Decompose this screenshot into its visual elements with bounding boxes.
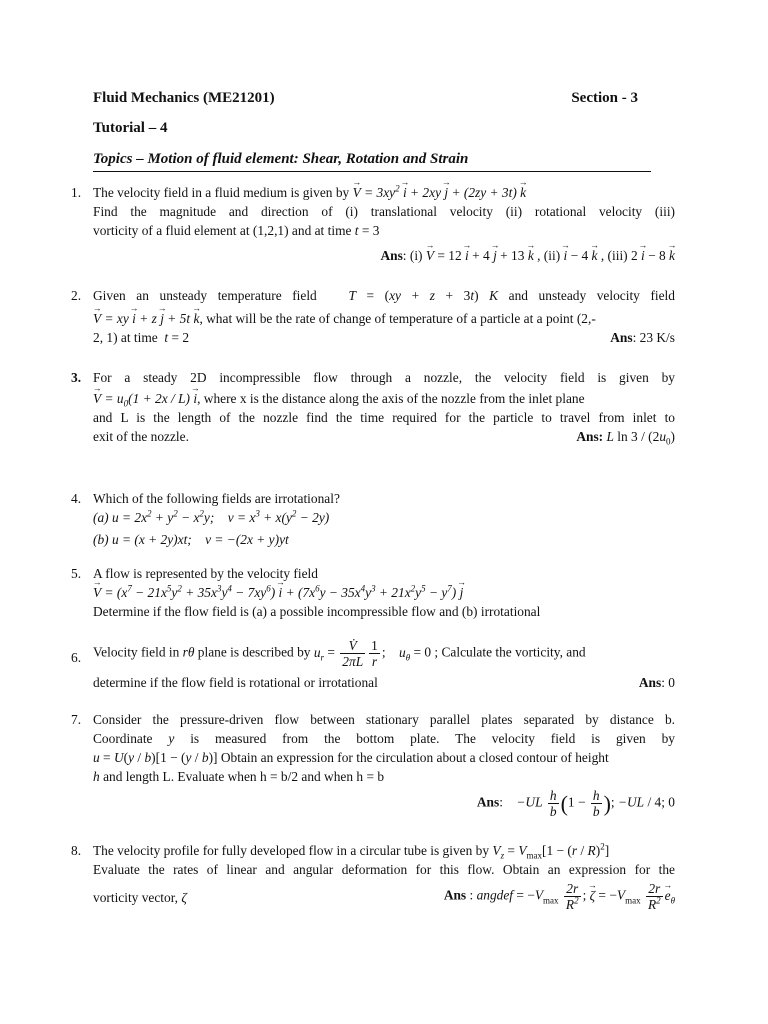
question-text: Coordinate y is measured from the bottom plate. The velocity field is given by [93,731,675,746]
document-header [93,88,638,108]
question-text: h and length L. Evaluate when h = b/2 and when h = b [93,769,385,784]
answer: Ans: L $\ln 3 / (2u_0)$ [576,429,675,447]
question-8 [71,841,675,915]
question-text: → $V = u_0(1 + 2x / L) \to i$, where x is the distance along the axis of the nozzle from the inlet plane [93,389,675,408]
question-5 [71,564,675,621]
question-number: 4. [71,491,82,506]
answer: Ans: 0 [638,675,675,690]
question-text: The velocity profile for fully developed flow in a circular tube is given by $V_z = V_{max}[1 - (r / R)^2]$ [93,841,610,861]
question-text: Given an unsteady temperature field T = (xy + z + 3t) K and unsteady velocity field [93,288,675,303]
question-text: 2, 1) at time t = 2 Ans: 23 K/s [93,330,675,345]
question-text: Velocity field in rθ plane is described by $u_r$ = $\frac{V̇}{2\pi L}$ $\frac{1}{r}$ ; $u_\theta = 0$ ; Calculate the vorticity, and [93,638,586,669]
question-text: Find the magnitude and direction of (i) translational velocity (ii) rotational velocity (iii) [93,204,675,219]
question-text: determine if the flow field is rotational or irrotational Ans: 0 [93,675,675,690]
question-number: 7. [71,712,82,727]
question-text: The velocity field in a fluid medium is given by → $V = 3xy^2 \to i + 2xy \to j + (2zy + 3t) \to k$ [93,183,675,202]
question-4 [71,489,675,549]
velocity-equation: → $V = 3xy^2 \to i + 2xy \to j + (2zy + 3t) \to k$ [353,185,527,200]
answer: Ans : angdef = $-V_{max}$ $\frac{2r}{R^2}$ ; → $\zeta = -V_{max}$ $\frac{2r}{R^2}$ → $e_\theta$ [444,881,675,912]
question-text: → V = xy → i + z → j + 5t → k, what will be the rate of change of temperature of a particle at a point (2,- [93,309,675,328]
tutorial-title: Tutorial – 4 [93,120,168,136]
field-a: (a) $u = 2x^2 + y^2 - x^2y$; $v = x^3 + x(y^2 - 2y)$ [93,508,330,525]
question-3 [71,368,675,446]
question-text: A flow is represented by the velocity field [93,566,318,581]
question-text: Determine if the flow field is (a) a possible incompressible flow and (b) irrotational [93,604,541,619]
question-text: Which of the following fields are irrotational? [93,491,340,506]
question-number: 2. [71,288,82,303]
section-label: Section - 3 [571,90,638,106]
question-number: 8. [71,843,82,858]
velocity-equation: → $V = (x^7 - 21x^5y^2 + 35x^3y^4 - 7xy^6) \to i + (7x^6y - 35x^4y^3 + 21x^2y^5 - y^7) \to j$ [93,583,675,602]
question-text: vorticity vector, ζ Ans : angdef = $-V_{max}$ $\frac{2r}{R^2}$ ; → $\zeta = -V_{max}$ $\frac{2r}{R^2}$ → $e_\theta$ [93,881,675,915]
question-text: Evaluate the rates of linear and angular deformation for this flow. Obtain an expression for the [93,862,675,877]
question-number: 5. [71,566,82,581]
answer: Ans: 23 K/s [610,330,675,345]
field-b: (b) u = (x + 2y)xt; v = −(2x + y)yt [93,532,289,547]
question-text: For a steady 2D incompressible flow through a nozzle, the velocity field is given by [93,370,675,385]
answer: Ans: (i) → V = 12 → i + 4 → j + 13 → k , (ii) → i − 4 → k , (iii) 2 → i − 8 → k [93,246,675,265]
course-title: Fluid Mechanics (ME21201) [93,90,275,106]
question-number: 1. [71,185,82,200]
question-text: u = U(y / b)[1 − (y / b)] Obtain an expression for the circulation about a closed contour of height [93,750,609,765]
question-text: Consider the pressure-driven flow between stationary parallel plates separated by distance b. [93,712,675,727]
question-text: exit of the nozzle. Ans: L $\ln 3 / (2u_0)$ [93,429,675,447]
question-6 [71,638,675,692]
question-2 [71,286,675,347]
question-text: and L is the length of the nozzle find the time required for the particle to travel from inlet to [93,410,675,425]
question-1 [71,183,675,265]
topics-heading: Topics – Motion of fluid element: Shear, Rotation and Strain [93,149,651,172]
question-7 [71,710,675,819]
answer: Ans: −UL $\frac{h}{b}$ (1 − $\frac{h}{b}$ ); −UL / 4; 0 [476,788,675,819]
question-number: 6. [71,650,82,665]
question-number: 3. [71,370,82,385]
question-text: vorticity of a fluid element at (1,2,1) and at time t = 3 [93,223,380,238]
